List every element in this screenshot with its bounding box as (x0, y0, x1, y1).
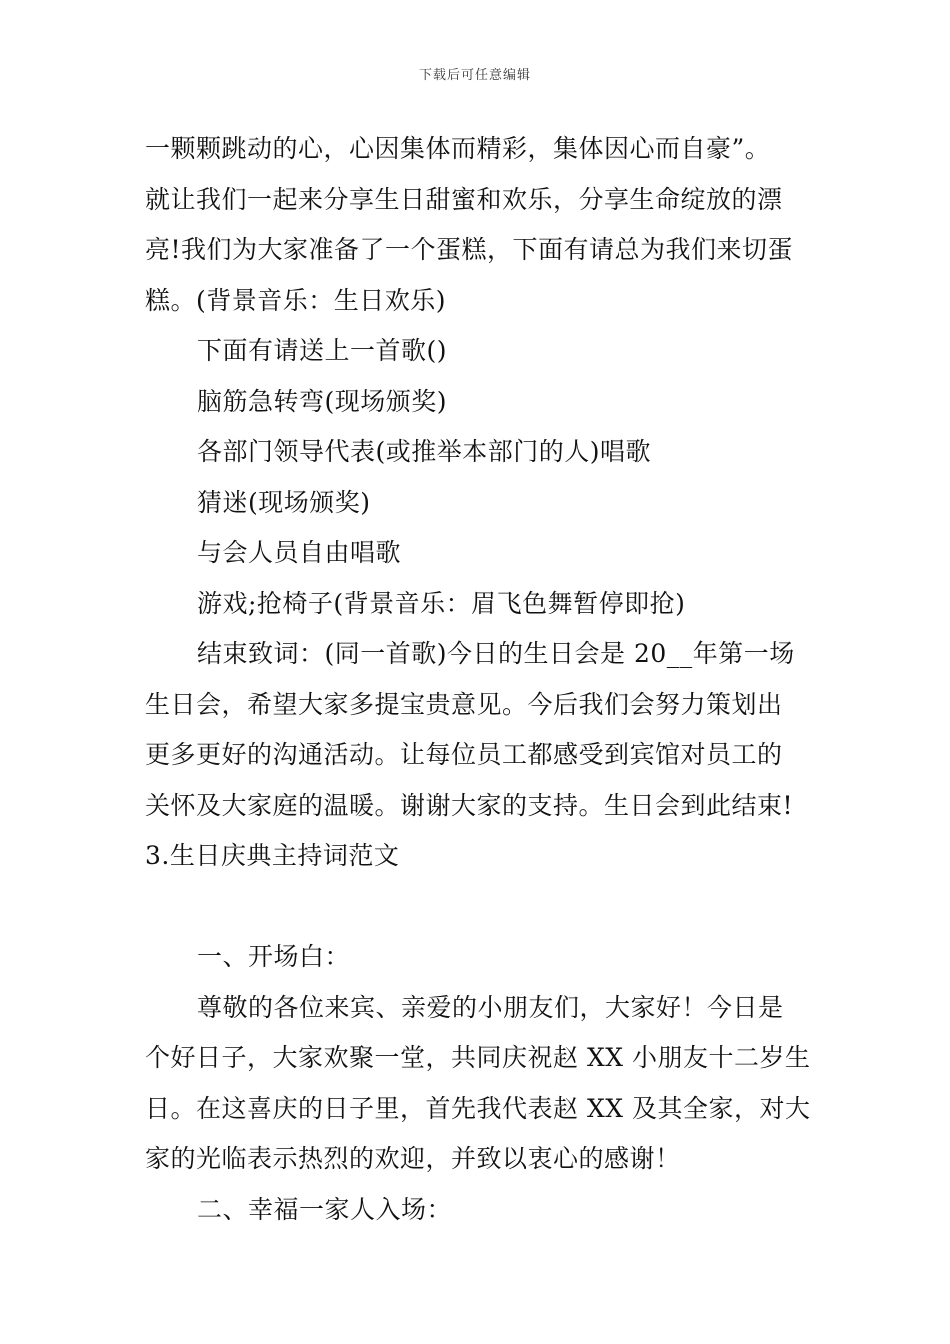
section-title: 3.生日庆典主持词范文 (145, 841, 400, 870)
section-heading: 一、开场白： (197, 942, 351, 971)
paragraph-line: 糕。(背景音乐：生日欢乐) (145, 285, 447, 315)
blank-line (145, 882, 810, 933)
paragraph-line: 生日会，希望大家多提宝贵意见。今后我们会努力策划出 (145, 689, 783, 719)
program-item: 脑筋急转弯(现场颁奖) (197, 386, 448, 416)
paragraph-line: 家的光临表示热烈的欢迎，并致以衷心的感谢！ (145, 1144, 681, 1173)
document-body (145, 124, 810, 1235)
paragraph-line: 亮!我们为大家准备了一个蛋糕，下面有请总为我们来切蛋 (145, 235, 794, 264)
paragraph-line: 更多更好的沟通活动。让每位员工都感受到宾馆对员工的 (145, 740, 783, 769)
program-item: 各部门领导代表(或推举本部门的人)唱歌 (197, 437, 652, 466)
program-item: 猜迷(现场颁奖) (197, 487, 371, 517)
paragraph-line: 结束致词：(同一首歌)今日的生日会是 20__年第一场 (197, 639, 795, 668)
paragraph-line: 尊敬的各位来宾、亲爱的小朋友们，大家好！今日是 (197, 992, 784, 1022)
paragraph-line: 一颗颗跳动的心，心因集体而精彩，集体因心而自豪”。 (145, 134, 771, 163)
program-item: 下面有请送上一首歌() (197, 336, 448, 365)
section-heading: 二、幸福一家人入场： (197, 1194, 453, 1224)
paragraph-line: 个好日子，大家欢聚一堂，共同庆祝赵 XX 小朋友十二岁生 (145, 1043, 811, 1072)
paragraph-line: 关怀及大家庭的温暖。谢谢大家的支持。生日会到此结束! (145, 790, 794, 820)
program-item: 游戏;抢椅子(背景音乐：眉飞色舞暂停即抢) (197, 588, 686, 618)
paragraph-line: 就让我们一起来分享生日甜蜜和欢乐，分享生命绽放的漂 (145, 184, 783, 214)
paragraph-line: 日。在这喜庆的日子里，首先我代表赵 XX 及其全家，对大 (145, 1093, 811, 1123)
program-item: 与会人员自由唱歌 (197, 538, 402, 567)
page-header: 下载后可任意编辑 (418, 68, 531, 83)
